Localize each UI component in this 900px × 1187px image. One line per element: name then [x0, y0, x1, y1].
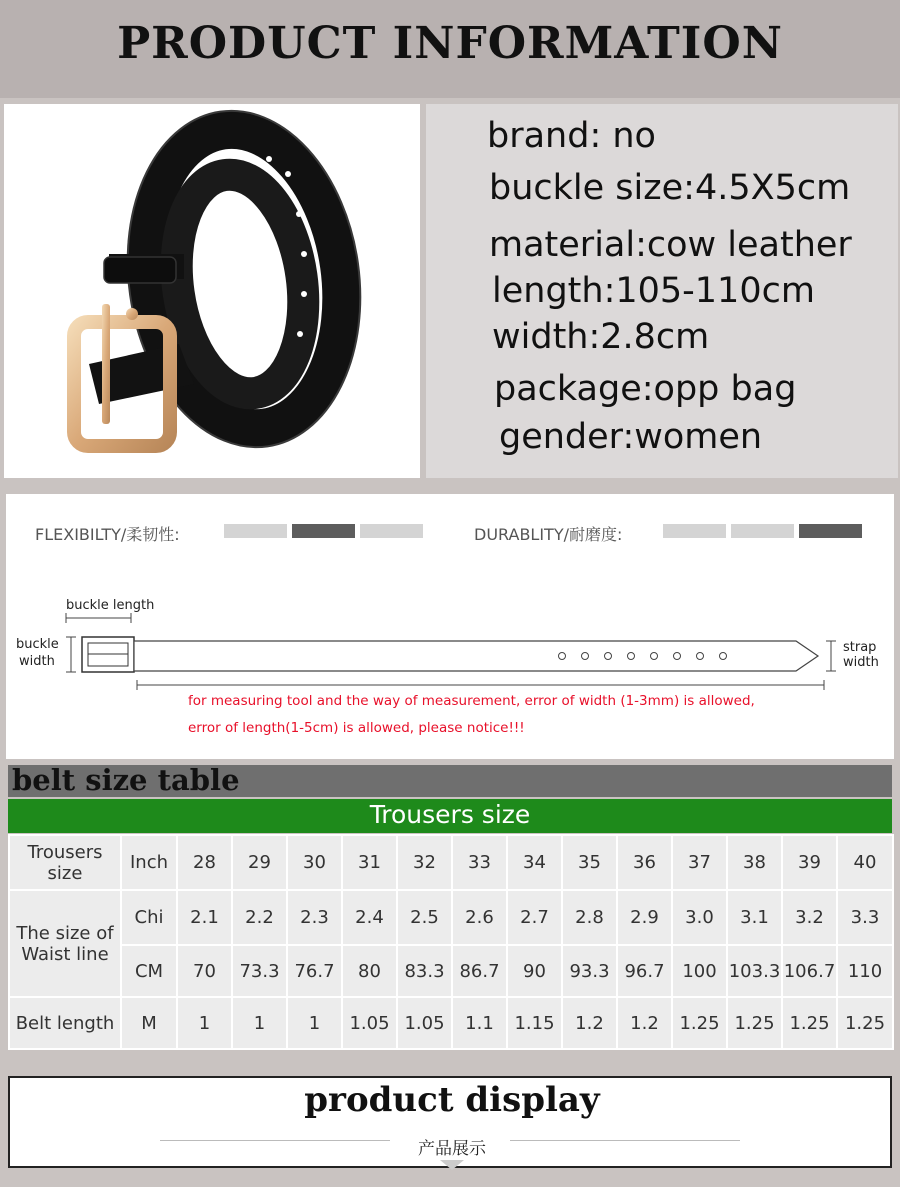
size-chi-cell: 2.4 [342, 890, 397, 945]
size-inch-cell: 40 [837, 835, 893, 890]
length-text: length:105-110cm [492, 271, 815, 311]
product-photo [4, 104, 420, 478]
size-cm-cell: 103.3 [727, 945, 782, 997]
size-cm-cell: 110 [837, 945, 893, 997]
size-chi-cell: 3.2 [782, 890, 837, 945]
size-chi-cell: 3.3 [837, 890, 893, 945]
trousers-size-label: Trousers size [9, 835, 121, 890]
product-display-box [8, 1076, 892, 1168]
gender-text: gender:women [499, 417, 763, 457]
waist-label-1: The size of [16, 922, 114, 944]
buckle-width-label-1: buckle [16, 637, 59, 652]
flexibility-label: FLEXIBILTY/柔韧性: [35, 525, 180, 544]
belt-length-cell: 1.15 [507, 997, 562, 1049]
strap-width-label-2: width [843, 655, 879, 670]
chi-unit: Chi [121, 890, 177, 945]
package-text: package:opp bag [494, 369, 797, 409]
belt-length-cell: 1.2 [562, 997, 617, 1049]
size-cm-cell: 73.3 [232, 945, 287, 997]
measurement-note-1: for measuring tool and the way of measurement, error of width (1-3mm) is allowed, [188, 693, 755, 709]
size-chi-cell: 2.9 [617, 890, 672, 945]
belt-length-cell: 1.1 [452, 997, 507, 1049]
size-inch-cell: 32 [397, 835, 452, 890]
size-table-title-bar [8, 765, 892, 797]
cm-unit: CM [121, 945, 177, 997]
table-row [9, 945, 893, 997]
size-cm-cell: 80 [342, 945, 397, 997]
size-table [8, 834, 894, 1050]
measurement-note-2: error of length(1-5cm) is allowed, please notice!!! [188, 720, 525, 736]
belt-image [4, 104, 420, 478]
size-inch-cell: 38 [727, 835, 782, 890]
size-chi-cell: 3.1 [727, 890, 782, 945]
size-chi-cell: 2.8 [562, 890, 617, 945]
size-inch-cell: 29 [232, 835, 287, 890]
size-chi-cell: 2.1 [177, 890, 232, 945]
buckle-width-label-2: width [19, 654, 55, 669]
trousers-size-bar [8, 799, 892, 833]
size-inch-cell: 34 [507, 835, 562, 890]
size-cm-cell: 90 [507, 945, 562, 997]
size-inch-cell: 37 [672, 835, 727, 890]
belt-length-cell: 1.25 [727, 997, 782, 1049]
size-chi-cell: 2.3 [287, 890, 342, 945]
down-arrow-icon [440, 1160, 464, 1170]
table-row [9, 835, 893, 890]
product-info-panel [426, 104, 898, 478]
product-display-title: product display [304, 1080, 600, 1120]
size-inch-cell: 28 [177, 835, 232, 890]
belt-length-cell: 1 [287, 997, 342, 1049]
size-inch-cell: 30 [287, 835, 342, 890]
size-inch-cell: 39 [782, 835, 837, 890]
size-inch-cell: 31 [342, 835, 397, 890]
divider-right [510, 1140, 740, 1141]
size-cm-cell: 83.3 [397, 945, 452, 997]
belt-length-cell: 1.25 [837, 997, 893, 1049]
size-chi-cell: 2.7 [507, 890, 562, 945]
size-cm-cell: 106.7 [782, 945, 837, 997]
buckle-length-label: buckle length [66, 598, 155, 613]
page-title: PRODUCT INFORMATION [117, 18, 783, 69]
size-chi-cell: 2.5 [397, 890, 452, 945]
material-text: material:cow leather [489, 225, 852, 265]
size-cm-cell: 93.3 [562, 945, 617, 997]
size-cm-cell: 96.7 [617, 945, 672, 997]
size-chi-cell: 3.0 [672, 890, 727, 945]
size-cm-cell: 86.7 [452, 945, 507, 997]
m-unit: M [121, 997, 177, 1049]
buckle-size-text: buckle size:4.5X5cm [489, 168, 851, 208]
belt-length-cell: 1.2 [617, 997, 672, 1049]
table-row [9, 890, 893, 945]
spec-panel [6, 494, 894, 759]
durability-label: DURABLITY/耐磨度: [474, 525, 623, 544]
belt-length-cell: 1.05 [342, 997, 397, 1049]
size-inch-cell: 33 [452, 835, 507, 890]
belt-length-cell: 1.25 [672, 997, 727, 1049]
belt-length-cell: 1.25 [782, 997, 837, 1049]
belt-length-cell: 1 [232, 997, 287, 1049]
size-cm-cell: 100 [672, 945, 727, 997]
size-inch-cell: 35 [562, 835, 617, 890]
table-row [9, 997, 893, 1049]
waist-line-label [9, 890, 121, 997]
brand-text: brand: no [487, 116, 656, 156]
inch-unit: Inch [121, 835, 177, 890]
belt-length-cell: 1 [177, 997, 232, 1049]
waist-label-2: Waist line [21, 943, 109, 965]
product-display-subtitle: 产品展示 [418, 1139, 486, 1159]
header-bar [0, 0, 900, 98]
size-table-title: belt size table [12, 763, 240, 797]
trousers-size-heading: Trousers size [369, 800, 531, 829]
strap-width-label-1: strap [843, 640, 877, 655]
size-cm-cell: 70 [177, 945, 232, 997]
size-cm-cell: 76.7 [287, 945, 342, 997]
width-text: width:2.8cm [492, 317, 710, 357]
size-chi-cell: 2.2 [232, 890, 287, 945]
size-inch-cell: 36 [617, 835, 672, 890]
belt-length-label: Belt length [9, 997, 121, 1049]
size-chi-cell: 2.6 [452, 890, 507, 945]
belt-length-cell: 1.05 [397, 997, 452, 1049]
